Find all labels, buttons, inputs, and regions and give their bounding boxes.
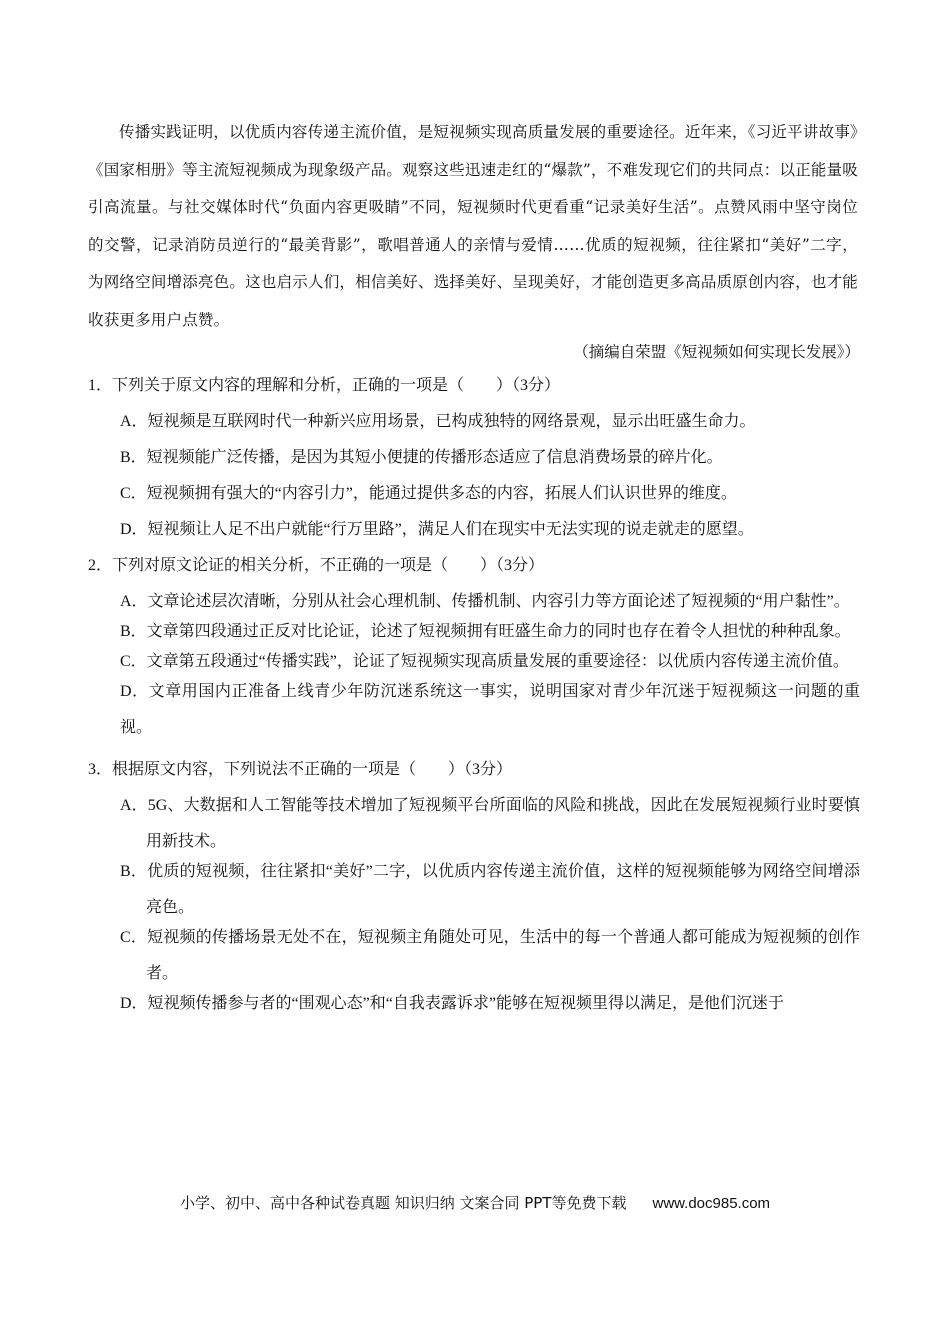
passage-paragraph: 传播实践证明，以优质内容传递主流价值，是短视频实现高质量发展的重要途径。近年来，《习近平讲故事》《国家相册》等主流短视频成为现象级产品。观察这些迅速走红的“爆款”，不难发现它们的共同点：以正能量吸引高流量。与社交媒体时代“负面内容更吸睛”不同，短视频时代更看重“记录美好生活”。点赞风雨中坚守岗位的交警，记录消防员逆行的“最美背影”，歌唱普通人的亲情与爱情……优质的短视频，往往紧扣“美好”二字，为网络空间增添亮色。这也启示人们，相信美好、选择美好、呈现美好，才能创造更多高品质原创内容，也才能收获更多用户点赞。 (88, 123, 858, 329)
option-b: B．优质的短视频，往往紧扣“美好”二字，以优质内容传递主流价值，这样的短视频能够为网络空间增添亮色。 (120, 863, 860, 916)
option-d: D．短视频传播参与者的“围观心态”和“自我表露诉求”能够在短视频里得以满足，是他们沉迷于 (120, 995, 784, 1012)
option-d: D．短视频让人足不出户就能“行万里路”，满足人们在现实中无法实现的说走就走的愿望。 (120, 521, 754, 538)
question-stem: 1．下列关于原文内容的理解和分析，正确的一项是（ ）（3分） (88, 377, 561, 394)
option-a: A．短视频是互联网时代一种新兴应用场景，已构成独特的网络景观，显示出旺盛生命力。 (120, 413, 756, 430)
option-b: B．文章第四段通过正反对比论证，论述了短视频拥有旺盛生命力的同时也存在着令人担忧的种种乱象。 (120, 623, 851, 640)
option-b: B．短视频能广泛传播，是因为其短小便捷的传播形态适应了信息消费场景的碎片化。 (120, 449, 723, 466)
question-1 (88, 374, 860, 542)
question-stem: 2．下列对原文论证的相关分析，不正确的一项是（ ）（3分） (88, 557, 545, 574)
option-a: A．5G、大数据和人工智能等技术增加了短视频平台所面临的风险和挑战，因此在发展短视频行业时要慎用新技术。 (120, 797, 860, 850)
footer-text: 小学、初中、高中各种试卷真题 知识归纳 文案合同 PPT等免费下载 (179, 1194, 627, 1212)
question-list (88, 374, 860, 1022)
option-c: C．文章第五段通过“传播实践”，论证了短视频实现高质量发展的重要途径：以优质内容传递主流价值。 (120, 653, 849, 670)
footer-url-link[interactable]: www.doc985.com (652, 1195, 771, 1212)
question-2 (88, 554, 860, 746)
question-3 (88, 758, 860, 1022)
option-d: D．文章用国内正准备上线青少年防沉迷系统这一事实，说明国家对青少年沉迷于短视频这一问题的重视。 (120, 683, 860, 736)
option-a: A．文章论述层次清晰，分别从社会心理机制、传播机制、内容引力等方面论述了短视频的“用户黏性”。 (120, 593, 850, 610)
source-citation: （摘编自荣盟《短视频如何实现长发展》） (573, 343, 860, 361)
option-c: C．短视频拥有强大的“内容引力”，能通过提供多态的内容，拓展人们认识世界的维度。 (120, 485, 737, 502)
page-footer (0, 1192, 950, 1215)
option-c: C．短视频的传播场景无处不在，短视频主角随处可见，生活中的每一个普通人都可能成为短视频的创作者。 (120, 929, 860, 982)
question-stem: 3．根据原文内容，下列说法不正确的一项是（ ）（3分） (88, 761, 513, 778)
